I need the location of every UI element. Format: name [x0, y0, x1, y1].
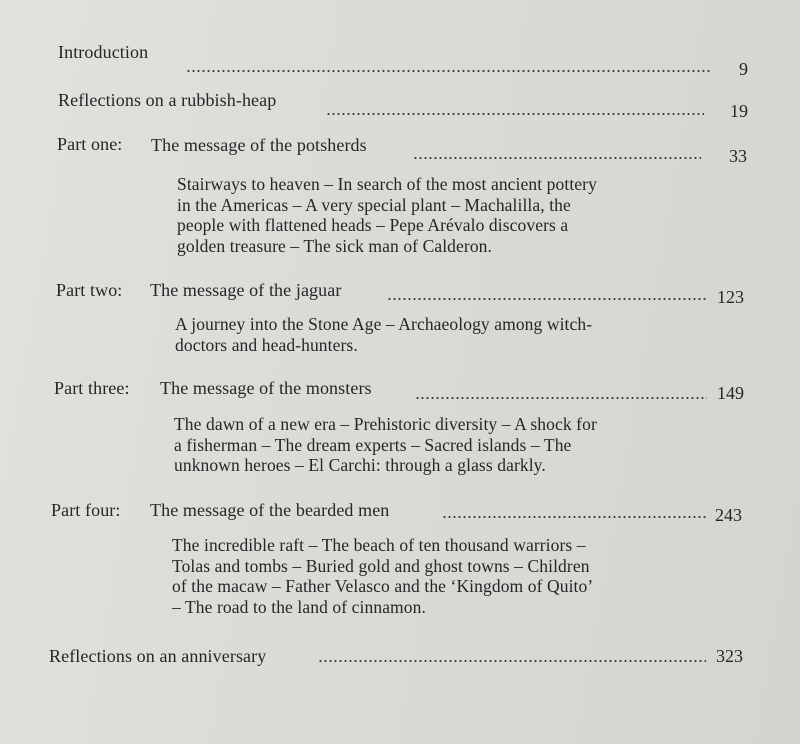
toc-entry-part-one: [0, 134, 800, 164]
summary-line: A journey into the Stone Age – Archaeology among witch-: [175, 314, 593, 334]
toc-title: The message of the potsherds: [151, 135, 367, 155]
toc-entry-part-three: [0, 378, 800, 408]
toc-page-number: 19: [730, 101, 748, 121]
dot-leader: [413, 156, 701, 160]
toc-entry-reflections-anniversary: [0, 646, 800, 676]
summary-line: a fisherman – The dream experts – Sacred islands – The: [174, 434, 572, 455]
toc-title: The message of the jaguar: [150, 280, 342, 300]
toc-title: Introduction: [58, 42, 149, 62]
summary-line: – The road to the land of cinnamon.: [172, 596, 426, 617]
toc-page-number: 243: [715, 505, 742, 525]
summary-line: doctors and head-hunters.: [175, 334, 358, 355]
toc-summary-part-three: [174, 414, 597, 476]
toc-summary-part-one: [177, 174, 597, 256]
toc-part-label: Part two:: [56, 280, 123, 300]
toc-summary-part-four: [172, 535, 593, 617]
toc-title: The message of the monsters: [160, 378, 372, 398]
toc-entry-introduction: [0, 42, 800, 79]
toc-entry-reflections-heap: [0, 90, 800, 120]
summary-line: The dawn of a new era – Prehistoric diversity – A shock for: [174, 414, 597, 434]
toc-entry-part-four: [0, 500, 800, 530]
summary-line: people with flattened heads – Pepe Arévalo discovers a: [177, 215, 569, 235]
toc-entry-part-two: [0, 280, 800, 310]
dot-leader: [387, 297, 707, 301]
summary-line: unknown heroes – El Carchi: through a glass darkly.: [174, 455, 546, 475]
summary-line: of the macaw – Father Velasco and the ‘Kingdom of Quito’: [172, 576, 594, 596]
summary-line: Stairways to heaven – In search of the most ancient pottery: [177, 174, 597, 194]
dot-leader: [415, 396, 707, 400]
toc-part-label: Part one:: [57, 134, 123, 154]
toc-summary-part-two: [175, 314, 592, 355]
toc-page-number: 123: [717, 287, 744, 307]
toc-page-number: 33: [729, 146, 747, 166]
toc-title: The message of the bearded men: [150, 500, 390, 520]
summary-line: in the Americas – A very special plant – Machalilla, the: [177, 194, 571, 215]
toc-page-number: 9: [739, 59, 748, 79]
dot-leader: [318, 659, 706, 663]
summary-line: The incredible raft – The beach of ten thousand warriors –: [172, 535, 586, 555]
toc-title: Reflections on a rubbish-heap: [58, 90, 277, 110]
summary-line: Tolas and tombs – Buried gold and ghost towns – Children: [172, 555, 590, 576]
summary-line: golden treasure – The sick man of Calderon.: [177, 235, 492, 256]
dot-leader: [326, 112, 704, 116]
toc-title: Reflections on an anniversary: [49, 646, 267, 666]
dot-leader: [442, 515, 708, 519]
toc-part-label: Part three:: [54, 378, 130, 398]
dot-leader: [186, 69, 710, 73]
toc-part-label: Part four:: [51, 500, 121, 520]
toc-page-number: 323: [716, 646, 743, 666]
toc-page-number: 149: [717, 383, 744, 403]
